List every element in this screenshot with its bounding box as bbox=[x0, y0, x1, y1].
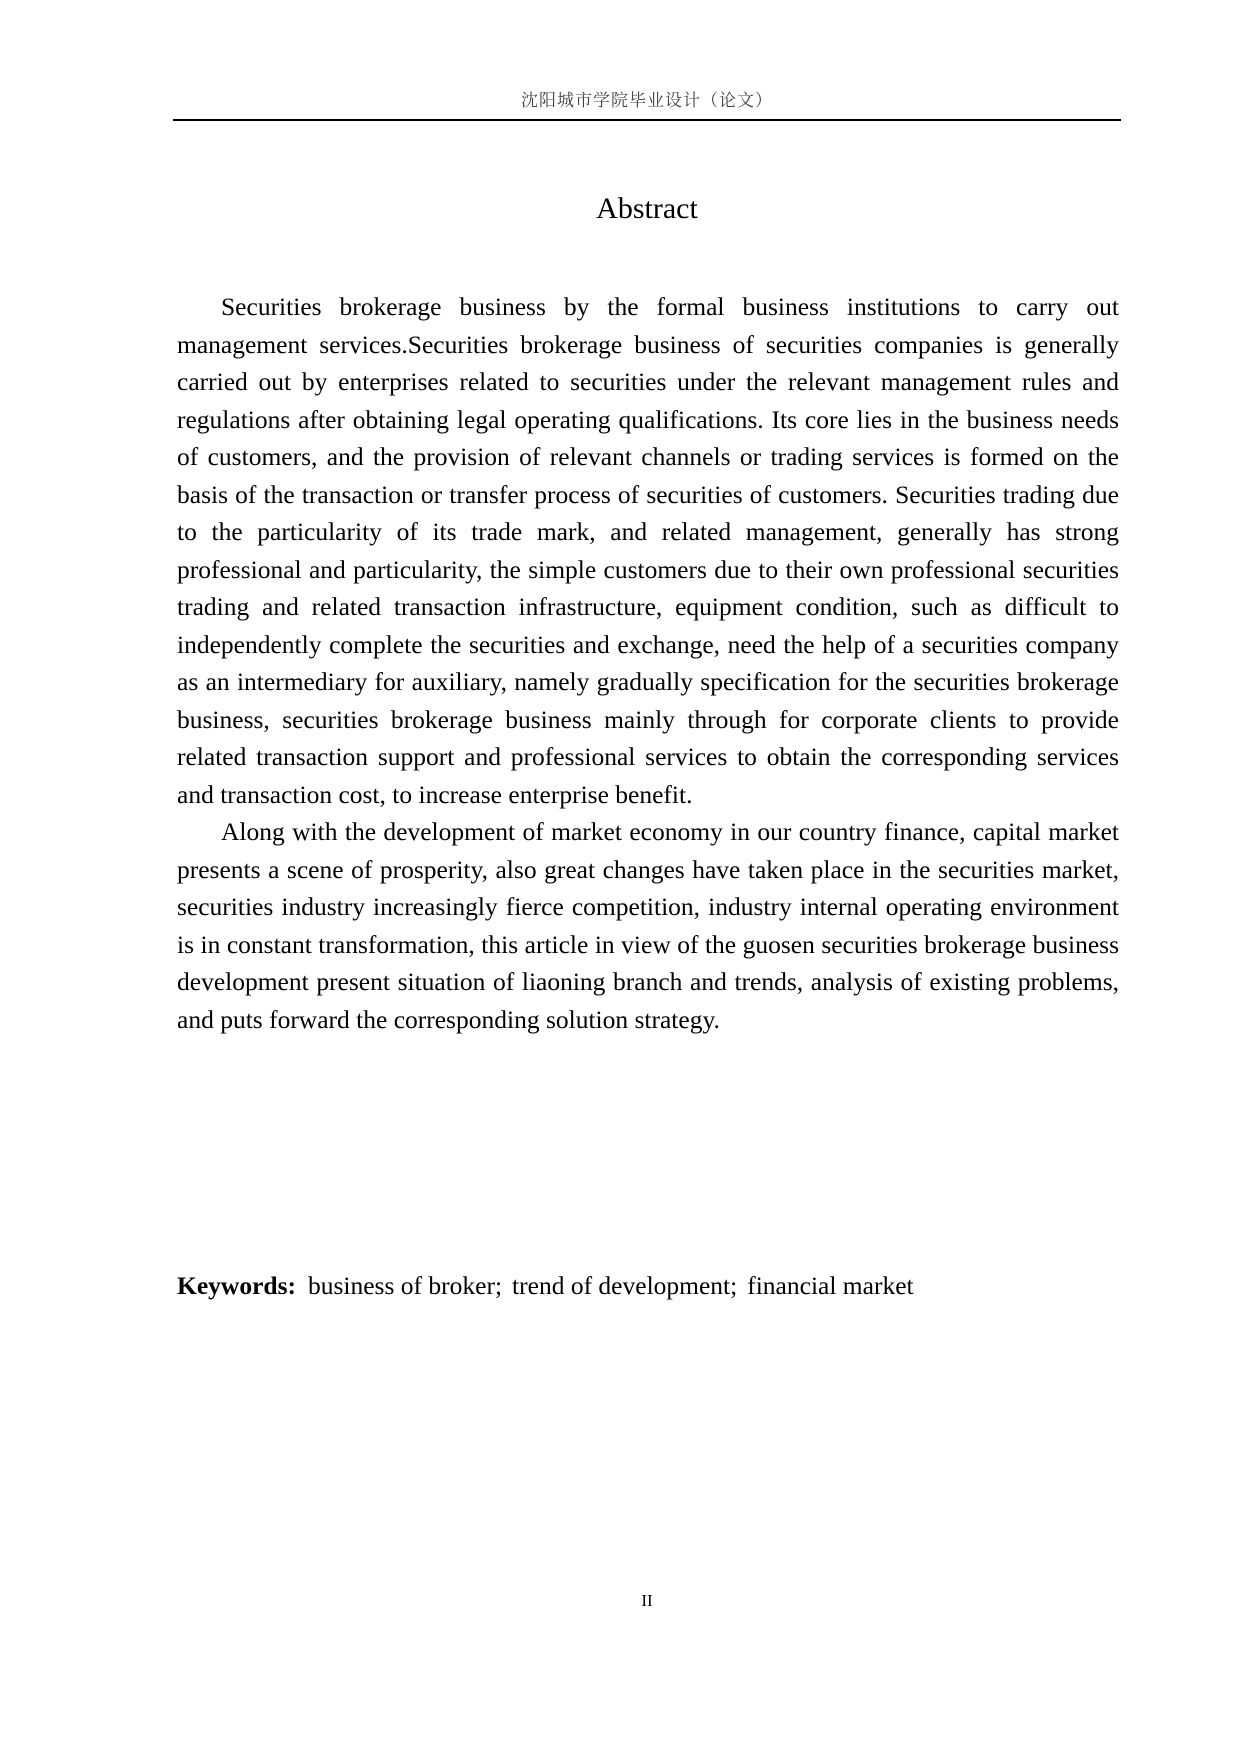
abstract-paragraph-1: Securities brokerage business by the formal business institutions to carry out management services.Securities brokerage business of securities companies is generally carried out by enterprises related to securities under the relevant management rules and regulations after obtaining legal operating qualifications. Its core lies in the business needs of customers, and the provision of relevant channels or trading services is formed on the basis of the transaction or transfer process of securities of customers. Securities trading due to the particularity of its trade mark, and related management, generally has strong professional and particularity, the simple customers due to their own professional securities trading and related transaction infrastructure, equipment condition, such as difficult to independently complete the securities and exchange, need the help of a securities company as an intermediary for auxiliary, namely gradually specification for the securities brokerage business, securities brokerage business mainly through for corporate clients to provide related transaction support and professional services to obtain the corresponding services and transaction cost, to increase enterprise benefit. bbox=[177, 292, 1119, 809]
abstract-paragraph-2: Along with the development of market economy in our country finance, capital market presents a scene of prosperity, also great changes have taken place in the securities market, securities industry increasingly fierce competition, industry internal operating environment is in constant transformation, this article in view of the guosen securities brokerage business development present situation of liaoning branch and trends, analysis of existing problems, and puts forward the corresponding solution strategy. bbox=[177, 817, 1119, 1034]
keywords-label: Keywords: bbox=[177, 1271, 296, 1300]
keywords-line bbox=[177, 1267, 1119, 1304]
keyword-item: financial market bbox=[747, 1271, 914, 1300]
keyword-item: business of broker; bbox=[307, 1271, 503, 1300]
page-number: II bbox=[641, 1591, 653, 1610]
running-header: 沈阳城市学院毕业设计（论文） bbox=[521, 91, 773, 111]
keyword-item: trend of development; bbox=[512, 1271, 738, 1300]
header-rule bbox=[173, 119, 1121, 121]
abstract-title: Abstract bbox=[596, 192, 698, 225]
abstract-body bbox=[177, 288, 1119, 1038]
